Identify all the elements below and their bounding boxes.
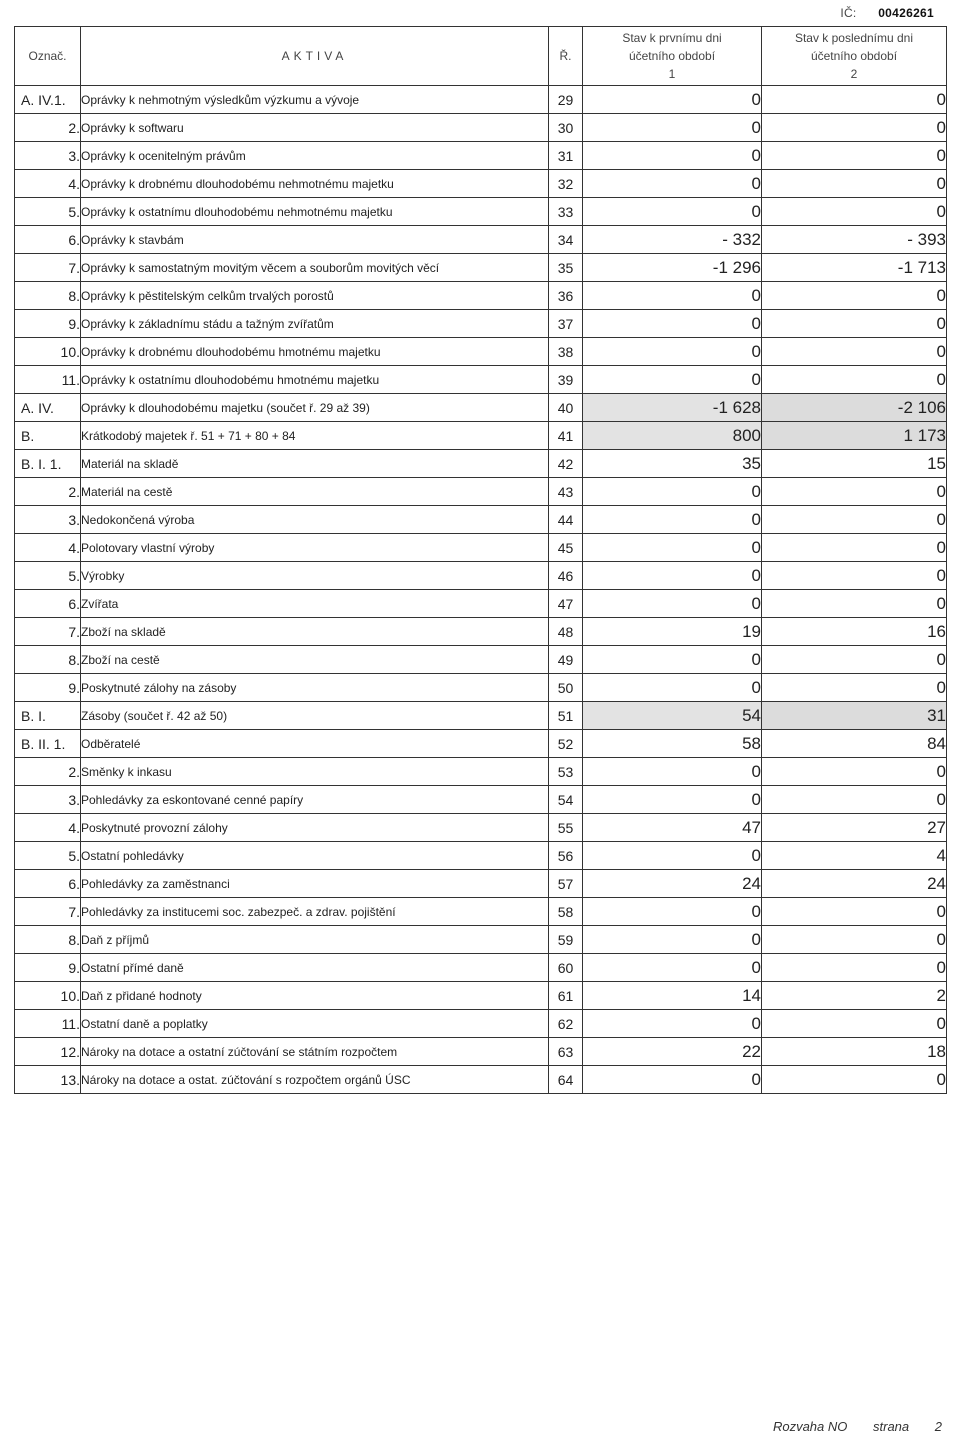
header-last-day xyxy=(762,27,947,86)
row-name: Oprávky k drobnému dlouhodobému nehmotnému majetku xyxy=(81,170,549,198)
row-number: 41 xyxy=(549,422,583,450)
row-name: Zboží na skladě xyxy=(81,618,549,646)
row-number: 32 xyxy=(549,170,583,198)
row-value-last: -2 106 xyxy=(762,394,947,422)
row-value-last: 0 xyxy=(762,282,947,310)
row-value-last: 0 xyxy=(762,674,947,702)
table-row xyxy=(15,478,947,506)
header-first-line1: Stav k prvnímu dni xyxy=(622,31,722,45)
table-row xyxy=(15,926,947,954)
row-number: 62 xyxy=(549,1010,583,1038)
table-row xyxy=(15,198,947,226)
row-oznac: 7. xyxy=(15,898,81,926)
row-name: Směnky k inkasu xyxy=(81,758,549,786)
table-row xyxy=(15,814,947,842)
row-oznac: 8. xyxy=(15,282,81,310)
header-first-line2: účetního období xyxy=(628,49,716,63)
row-name: Ostatní daně a poplatky xyxy=(81,1010,549,1038)
row-oznac: 10. xyxy=(15,982,81,1010)
table-row xyxy=(15,954,947,982)
row-oznac: B. II. 1. xyxy=(15,730,81,758)
row-value-last: 0 xyxy=(762,786,947,814)
row-value-first: 19 xyxy=(583,618,762,646)
row-oznac: 6. xyxy=(15,590,81,618)
row-value-first: 54 xyxy=(583,702,762,730)
table-row xyxy=(15,870,947,898)
row-name: Poskytnuté provozní zálohy xyxy=(81,814,549,842)
row-name: Poskytnuté zálohy na zásoby xyxy=(81,674,549,702)
table-row xyxy=(15,142,947,170)
table-header-row xyxy=(15,27,947,86)
row-value-first: 800 xyxy=(583,422,762,450)
table-row xyxy=(15,282,947,310)
row-value-first: 0 xyxy=(583,562,762,590)
row-number: 51 xyxy=(549,702,583,730)
table-row xyxy=(15,394,947,422)
row-name: Oprávky k drobnému dlouhodobému hmotnému majetku xyxy=(81,338,549,366)
row-oznac: A. IV. xyxy=(15,394,81,422)
row-value-first: 0 xyxy=(583,282,762,310)
row-name: Oprávky k ocenitelným právům xyxy=(81,142,549,170)
row-name: Daň z přidané hodnoty xyxy=(81,982,549,1010)
table-row xyxy=(15,730,947,758)
row-value-first: 0 xyxy=(583,114,762,142)
table-row xyxy=(15,254,947,282)
table-row xyxy=(15,786,947,814)
table-row xyxy=(15,618,947,646)
row-name: Odběratelé xyxy=(81,730,549,758)
row-value-last: 0 xyxy=(762,142,947,170)
row-value-last: 0 xyxy=(762,366,947,394)
row-number: 55 xyxy=(549,814,583,842)
row-oznac: A. IV.1. xyxy=(15,86,81,114)
header-first-day xyxy=(583,27,762,86)
row-value-last: 0 xyxy=(762,590,947,618)
row-number: 52 xyxy=(549,730,583,758)
row-number: 38 xyxy=(549,338,583,366)
header-last-line3: 2 xyxy=(850,67,858,81)
row-value-last: 0 xyxy=(762,478,947,506)
table-row xyxy=(15,506,947,534)
row-oznac: 8. xyxy=(15,646,81,674)
row-name: Oprávky k základnímu stádu a tažným zvířatům xyxy=(81,310,549,338)
row-number: 29 xyxy=(549,86,583,114)
row-number: 46 xyxy=(549,562,583,590)
row-value-last: 0 xyxy=(762,310,947,338)
row-oznac: 5. xyxy=(15,562,81,590)
row-number: 58 xyxy=(549,898,583,926)
row-name: Oprávky k ostatnímu dlouhodobému nehmotnému majetku xyxy=(81,198,549,226)
row-name: Pohledávky za zaměstnanci xyxy=(81,870,549,898)
row-number: 33 xyxy=(549,198,583,226)
row-value-last: 0 xyxy=(762,646,947,674)
row-oznac: 9. xyxy=(15,310,81,338)
row-name: Oprávky k nehmotným výsledkům výzkumu a vývoje xyxy=(81,86,549,114)
row-value-last: 15 xyxy=(762,450,947,478)
row-name: Materiál na cestě xyxy=(81,478,549,506)
row-name: Nedokončená výroba xyxy=(81,506,549,534)
row-number: 53 xyxy=(549,758,583,786)
row-value-last: 0 xyxy=(762,114,947,142)
table-row xyxy=(15,982,947,1010)
row-oznac: 5. xyxy=(15,842,81,870)
row-value-first: 0 xyxy=(583,142,762,170)
row-oznac: 2. xyxy=(15,114,81,142)
row-oznac: 9. xyxy=(15,674,81,702)
row-number: 42 xyxy=(549,450,583,478)
row-oznac: 2. xyxy=(15,478,81,506)
row-value-first: -1 296 xyxy=(583,254,762,282)
header-radek: Ř. xyxy=(549,27,583,86)
row-value-last: 24 xyxy=(762,870,947,898)
table-row xyxy=(15,338,947,366)
row-name: Oprávky k ostatnímu dlouhodobému hmotnému majetku xyxy=(81,366,549,394)
row-oznac: 3. xyxy=(15,142,81,170)
row-value-first: 14 xyxy=(583,982,762,1010)
row-value-last: 0 xyxy=(762,562,947,590)
row-oznac: B. I. xyxy=(15,702,81,730)
footer-page-number: 2 xyxy=(934,1419,942,1434)
row-oznac: 12. xyxy=(15,1038,81,1066)
row-value-last: 0 xyxy=(762,86,947,114)
table-row xyxy=(15,674,947,702)
row-oznac: 8. xyxy=(15,926,81,954)
footer-document-name: Rozvaha NO xyxy=(772,1419,848,1434)
row-value-last: 4 xyxy=(762,842,947,870)
row-value-first: 0 xyxy=(583,646,762,674)
row-number: 56 xyxy=(549,842,583,870)
row-value-last: 31 xyxy=(762,702,947,730)
row-oznac: 4. xyxy=(15,534,81,562)
row-name: Daň z příjmů xyxy=(81,926,549,954)
row-number: 49 xyxy=(549,646,583,674)
table-row xyxy=(15,842,947,870)
row-value-last: 0 xyxy=(762,1010,947,1038)
table-row xyxy=(15,1066,947,1094)
row-number: 47 xyxy=(549,590,583,618)
row-value-last: 1 173 xyxy=(762,422,947,450)
row-value-last: 0 xyxy=(762,170,947,198)
row-oznac: 11. xyxy=(15,1010,81,1038)
row-oznac: 5. xyxy=(15,198,81,226)
row-value-first: 0 xyxy=(583,758,762,786)
table-body xyxy=(15,86,947,1094)
header-aktiva: AKTIVA xyxy=(81,27,549,86)
row-value-last: 0 xyxy=(762,758,947,786)
row-value-last: 0 xyxy=(762,506,947,534)
row-value-last: 0 xyxy=(762,338,947,366)
row-number: 35 xyxy=(549,254,583,282)
table-row xyxy=(15,590,947,618)
header-last-line2: účetního období xyxy=(810,49,898,63)
row-number: 63 xyxy=(549,1038,583,1066)
row-name: Zvířata xyxy=(81,590,549,618)
row-oznac: 11. xyxy=(15,366,81,394)
page-footer xyxy=(751,1419,942,1434)
row-oznac: 6. xyxy=(15,870,81,898)
row-name: Zboží na cestě xyxy=(81,646,549,674)
ic-value: 00426261 xyxy=(878,6,934,20)
table-row xyxy=(15,646,947,674)
row-value-last: 0 xyxy=(762,954,947,982)
row-value-first: 0 xyxy=(583,198,762,226)
row-name: Oprávky k softwaru xyxy=(81,114,549,142)
row-number: 34 xyxy=(549,226,583,254)
row-number: 57 xyxy=(549,870,583,898)
row-number: 44 xyxy=(549,506,583,534)
row-value-last: 0 xyxy=(762,198,947,226)
row-number: 36 xyxy=(549,282,583,310)
row-number: 39 xyxy=(549,366,583,394)
row-value-first: 0 xyxy=(583,954,762,982)
ic-label: IČ: xyxy=(840,6,857,20)
row-oznac: 9. xyxy=(15,954,81,982)
row-value-last: 18 xyxy=(762,1038,947,1066)
row-number: 48 xyxy=(549,618,583,646)
row-value-first: 0 xyxy=(583,590,762,618)
table-row xyxy=(15,450,947,478)
row-number: 61 xyxy=(549,982,583,1010)
row-oznac: 3. xyxy=(15,786,81,814)
row-value-last: - 393 xyxy=(762,226,947,254)
row-number: 40 xyxy=(549,394,583,422)
row-value-last: 27 xyxy=(762,814,947,842)
row-value-last: 0 xyxy=(762,1066,947,1094)
row-number: 50 xyxy=(549,674,583,702)
row-value-first: 0 xyxy=(583,534,762,562)
row-name: Nároky na dotace a ostatní zúčtování se státním rozpočtem xyxy=(81,1038,549,1066)
row-value-first: 0 xyxy=(583,338,762,366)
row-number: 64 xyxy=(549,1066,583,1094)
table-row xyxy=(15,86,947,114)
row-value-first: 22 xyxy=(583,1038,762,1066)
row-name: Ostatní pohledávky xyxy=(81,842,549,870)
table-row xyxy=(15,1010,947,1038)
row-name: Výrobky xyxy=(81,562,549,590)
row-name: Oprávky k samostatným movitým věcem a souborům movitých věcí xyxy=(81,254,549,282)
row-value-last: 0 xyxy=(762,926,947,954)
row-oznac: 7. xyxy=(15,618,81,646)
table-row xyxy=(15,170,947,198)
row-oznac: 7. xyxy=(15,254,81,282)
row-value-first: 24 xyxy=(583,870,762,898)
row-value-first: 35 xyxy=(583,450,762,478)
row-oznac: 3. xyxy=(15,506,81,534)
row-name: Polotovary vlastní výroby xyxy=(81,534,549,562)
row-number: 45 xyxy=(549,534,583,562)
row-oznac: 6. xyxy=(15,226,81,254)
header-last-line1: Stav k poslednímu dni xyxy=(794,31,914,45)
row-value-last: 84 xyxy=(762,730,947,758)
row-number: 60 xyxy=(549,954,583,982)
row-value-last: 0 xyxy=(762,898,947,926)
ic-identifier xyxy=(840,6,934,20)
row-name: Oprávky k pěstitelským celkům trvalých porostů xyxy=(81,282,549,310)
row-number: 43 xyxy=(549,478,583,506)
row-value-first: 0 xyxy=(583,674,762,702)
row-name: Ostatní přímé daně xyxy=(81,954,549,982)
row-name: Oprávky k dlouhodobému majetku (součet ř. 29 až 39) xyxy=(81,394,549,422)
row-value-first: - 332 xyxy=(583,226,762,254)
table-row xyxy=(15,114,947,142)
row-value-first: 0 xyxy=(583,786,762,814)
row-value-first: 0 xyxy=(583,170,762,198)
balance-sheet-table xyxy=(14,26,947,1094)
table-row xyxy=(15,534,947,562)
row-value-last: -1 713 xyxy=(762,254,947,282)
row-value-first: 0 xyxy=(583,842,762,870)
row-value-last: 2 xyxy=(762,982,947,1010)
header-first-line3: 1 xyxy=(668,67,676,81)
row-value-first: 0 xyxy=(583,478,762,506)
row-value-first: 58 xyxy=(583,730,762,758)
table-row xyxy=(15,422,947,450)
row-number: 30 xyxy=(549,114,583,142)
row-value-first: 0 xyxy=(583,926,762,954)
row-number: 37 xyxy=(549,310,583,338)
row-number: 54 xyxy=(549,786,583,814)
row-name: Krátkodobý majetek ř. 51 + 71 + 80 + 84 xyxy=(81,422,549,450)
row-oznac: 4. xyxy=(15,814,81,842)
row-value-first: 47 xyxy=(583,814,762,842)
table-row xyxy=(15,758,947,786)
footer-page-label: strana xyxy=(873,1419,910,1434)
table-row xyxy=(15,310,947,338)
row-value-first: 0 xyxy=(583,898,762,926)
row-name: Nároky na dotace a ostat. zúčtování s rozpočtem orgánů ÚSC xyxy=(81,1066,549,1094)
row-value-first: 0 xyxy=(583,366,762,394)
row-value-last: 0 xyxy=(762,534,947,562)
table-row xyxy=(15,1038,947,1066)
row-number: 59 xyxy=(549,926,583,954)
row-oznac: 13. xyxy=(15,1066,81,1094)
table-row xyxy=(15,898,947,926)
table-row xyxy=(15,702,947,730)
row-oznac: B. xyxy=(15,422,81,450)
table-row xyxy=(15,226,947,254)
table-row xyxy=(15,366,947,394)
row-name: Oprávky k stavbám xyxy=(81,226,549,254)
row-oznac: B. I. 1. xyxy=(15,450,81,478)
header-oznac: Označ. xyxy=(15,27,81,86)
row-name: Pohledávky za institucemi soc. zabezpeč. a zdrav. pojištění xyxy=(81,898,549,926)
row-name: Pohledávky za eskontované cenné papíry xyxy=(81,786,549,814)
row-number: 31 xyxy=(549,142,583,170)
row-oznac: 2. xyxy=(15,758,81,786)
row-value-first: 0 xyxy=(583,86,762,114)
row-name: Zásoby (součet ř. 42 až 50) xyxy=(81,702,549,730)
table-row xyxy=(15,562,947,590)
row-value-last: 16 xyxy=(762,618,947,646)
row-value-first: 0 xyxy=(583,1066,762,1094)
row-value-first: 0 xyxy=(583,1010,762,1038)
row-oznac: 4. xyxy=(15,170,81,198)
row-value-first: 0 xyxy=(583,310,762,338)
row-name: Materiál na skladě xyxy=(81,450,549,478)
row-value-first: -1 628 xyxy=(583,394,762,422)
row-value-first: 0 xyxy=(583,506,762,534)
row-oznac: 10. xyxy=(15,338,81,366)
